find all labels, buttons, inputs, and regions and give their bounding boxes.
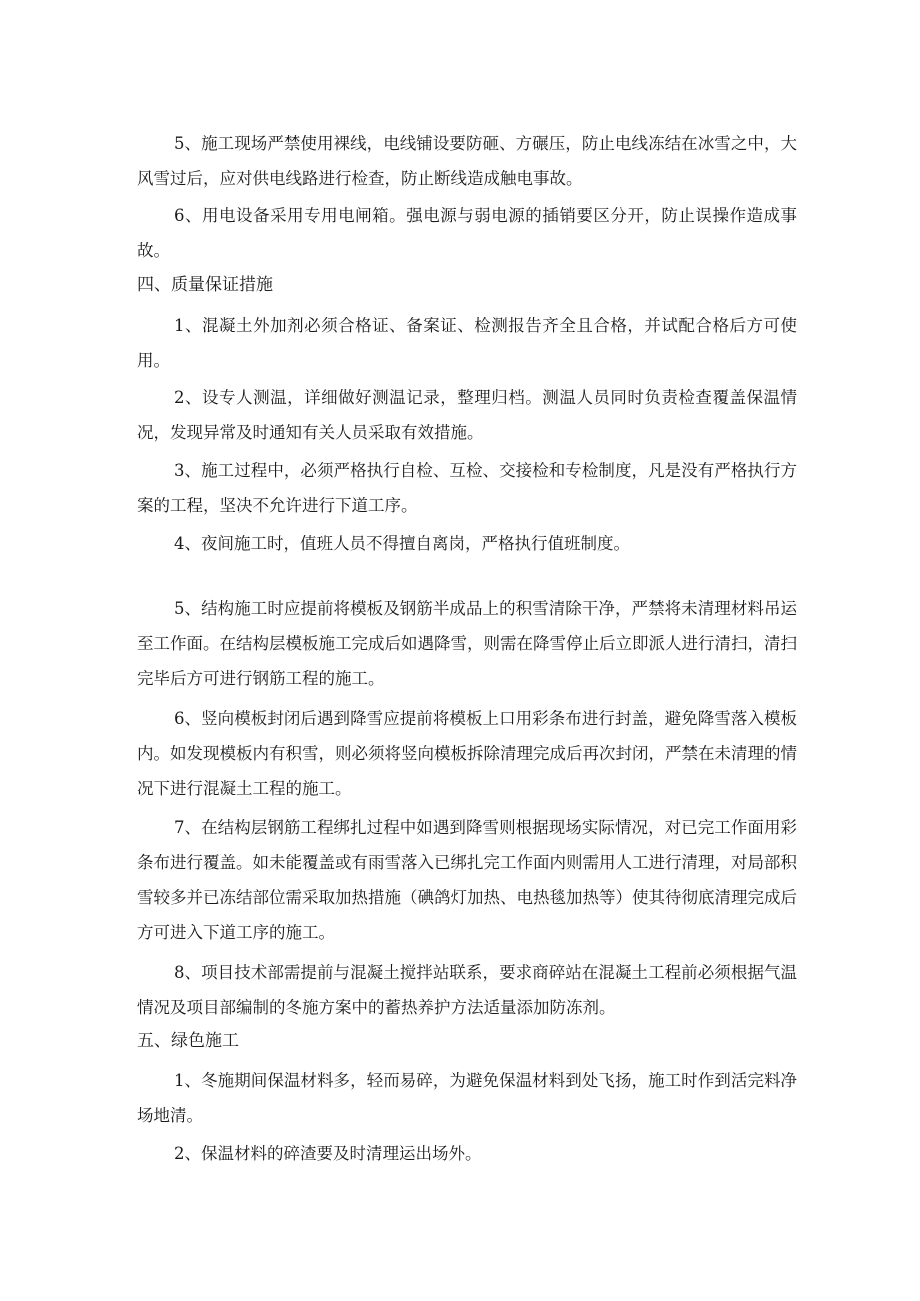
paragraph-temperature: 2、设专人测温，详细做好测温记录，整理归档。测温人员同时负责检查覆盖保温情况，发现异常及时通知有关人员采取有效措施。 [137, 388, 797, 442]
paragraph-inspection: 3、施工过程中，必须严格执行自检、互检、交接检和专检制度，凡是没有严格执行方案的工程，坚决不允许进行下道工序。 [137, 461, 797, 515]
paragraph-formwork-cover: 6、竖向模板封闭后遇到降雪应提前将模板上口用彩条布进行封盖，避免降雪落入模板内。如发现模板内有积雪，则必须将竖向模板拆除清理完成后再次封闭，严禁在未清理的情况下进行混凝土工程的施工。 [137, 709, 797, 798]
paragraph-electric-wire: 5、施工现场严禁使用裸线，电线铺设要防砸、方碾压，防止电线冻结在冰雪之中，大风雪过后，应对供电线路进行检查，防止断线造成触电事故。 [137, 134, 797, 188]
paragraph-admixture: 1、混凝土外加剂必须合格证、备案证、检测报告齐全且合格，并试配合格后方可使用。 [137, 316, 797, 370]
paragraph-rebar-cover: 7、在结构层钢筋工程绑扎过程中如遇到降雪则根据现场实际情况，对已完工作面用彩条布进行覆盖。如未能覆盖或有雨雪落入已绑扎完工作面内则需用人工进行清理，对局部积雪较多并已冻结部位需采取加热措施（碘鸽灯加热、电热毯加热等）使其待彻底清理完成后方可进入下道工序的施工。 [137, 818, 797, 942]
paragraph-snow-removal: 5、结构施工时应提前将模板及钢筋半成品上的积雪清除干净，严禁将未清理材料吊运至工作面。在结构层模板施工完成后如遇降雪，则需在降雪停止后立即派人进行清扫，清扫完毕后方可进行钢筋工程的施工。 [137, 599, 797, 688]
paragraph-debris: 2、保温材料的碎渣要及时清理运出场外。 [174, 1144, 482, 1163]
paragraph-antifreeze: 8、项目技术部需提前与混凝土搅拌站联系，要求商碎站在混凝土工程前必须根据气温情况及项目部编制的冬施方案中的蓄热养护方法适量添加防冻剂。 [137, 963, 797, 1017]
paragraph-electric-box: 6、用电设备采用专用电闸箱。强电源与弱电源的插销要区分开，防止误操作造成事故。 [137, 206, 797, 260]
paragraph-night-shift: 4、夜间施工时，值班人员不得擅自离岗，严格执行值班制度。 [174, 534, 630, 553]
paragraph-insulation: 1、冬施期间保温材料多，轻而易碎，为避免保温材料到处飞扬，施工时作到活完料净场地清。 [137, 1071, 797, 1125]
section-heading-green: 五、绿色施工 [137, 1031, 239, 1051]
section-heading-quality: 四、质量保证措施 [137, 275, 273, 295]
